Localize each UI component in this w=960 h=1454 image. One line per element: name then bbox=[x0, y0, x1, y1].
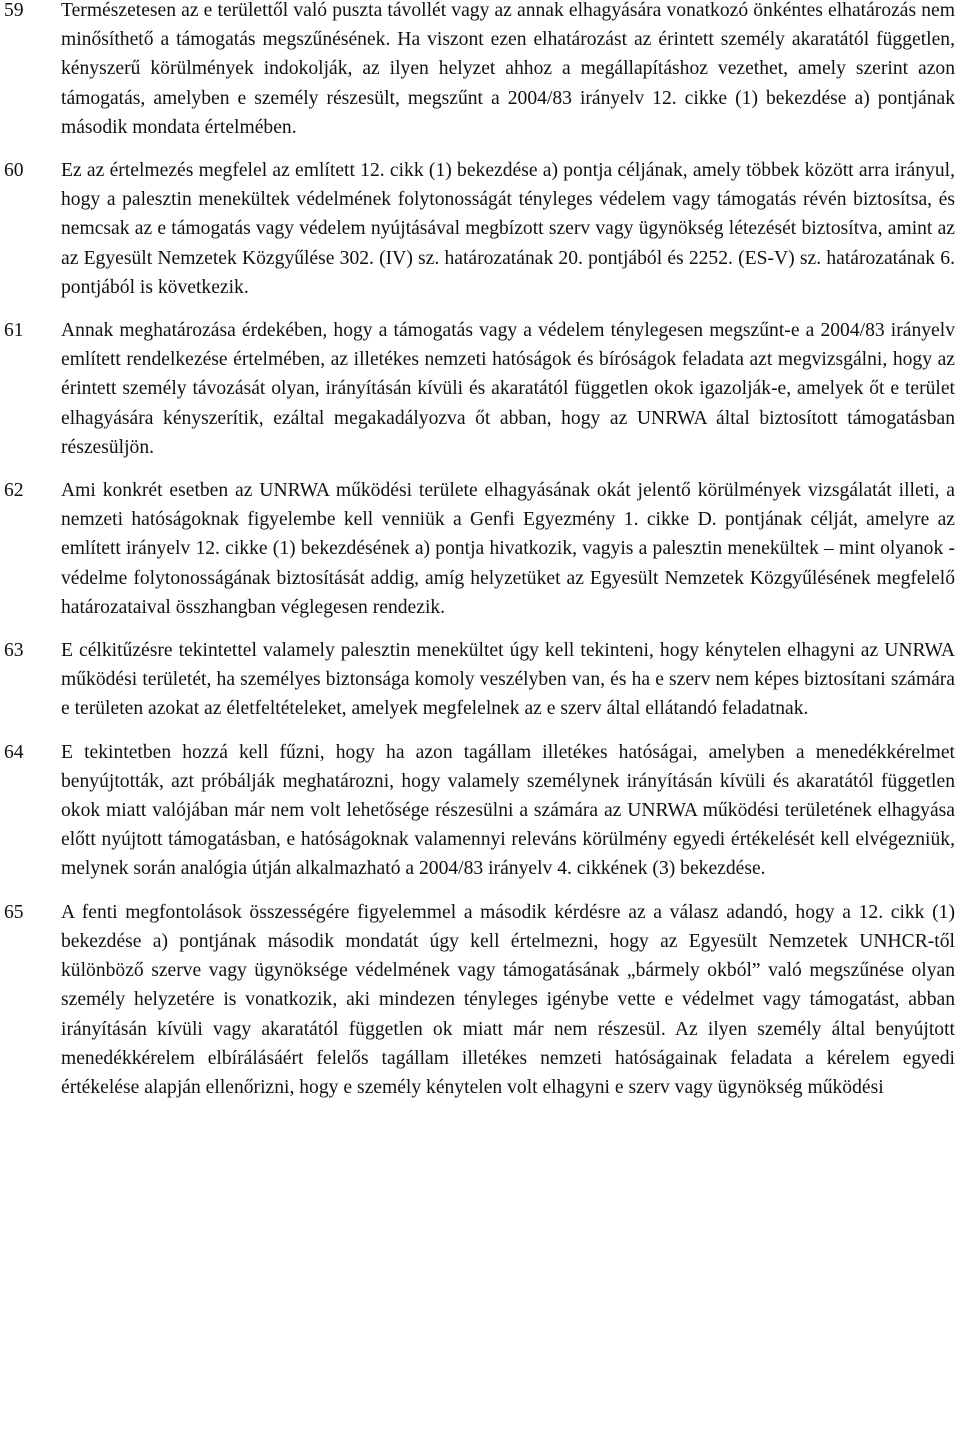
paragraph-text: A fenti megfontolások összességére figyelemmel a második kérdésre az a válasz adandó, hogy a 12. cikk (1) bekezdése a) pontjának második mondatát úgy kell értelmezni, hogy az Egyesült Nemzetek UNHCR-től különböző szerve vagy ügynöksége védelmének vagy támogatásának „bármely okból” való megszűnése olyan személy helyzetére is vonatkozik, aki mindezen tényleges igénybe vette e védelmet vagy támogatást, abban irányításán kívüli vagy akaratától független ok miatt már nem részesül. Az ilyen személy által benyújtott menedékkérelem elbírálásáért felelős tagállam illetékes nemzeti hatóságainak feladata a kérelem egyedi értékelése alapján ellenőrizni, hogy e személy kénytelen volt elhagyni e szerv vagy ügynökség működési bbox=[61, 901, 955, 1098]
paragraph-text: E tekintetben hozzá kell fűzni, hogy ha azon tagállam illetékes hatóságai, amelyben a menedékkérelmet benyújtották, azt próbálják meghatározni, hogy valamely személynek irányításán kívüli és akaratától független okok miatt valójában már nem volt lehetősége részesülni a számára az UNRWA működési területének elhagyása előtt nyújtott támogatásban, e hatóságoknak valamennyi releváns körülmény egyedi értékelését kell elvégezniük, melynek során analógia útján alkalmazható a 2004/83 irányelv 4. cikkének (3) bekezdése. bbox=[61, 741, 955, 880]
paragraph-number: 60 bbox=[4, 160, 24, 182]
paragraph-59 bbox=[0, 0, 960, 142]
paragraph-61 bbox=[0, 316, 960, 462]
paragraph-number: 63 bbox=[4, 640, 24, 662]
paragraph-text: Természetesen az e területtől való puszta távollét vagy az annak elhagyására vonatkozó önkéntes elhatározás nem minősíthető a támogatás megszűnésének. Ha viszont ezen elhatározást az érintett személy akaratától független, kényszerű körülmények indokolják, az ilyen helyzet ahhoz a megállapításhoz vezethet, amely szerint azon támogatás, amelyben e személy részesült, megszűnt a 2004/83 irányelv 12. cikke (1) bekezdése a) pontjának második mondata értelmében. bbox=[61, 0, 955, 138]
paragraph-64 bbox=[0, 738, 960, 884]
paragraph-number: 62 bbox=[4, 480, 24, 502]
paragraph-number: 64 bbox=[4, 741, 24, 763]
paragraph-text: E célkitűzésre tekintettel valamely palesztin menekültet úgy kell tekinteni, hogy kénytelen elhagyni az UNRWA működési területét, ha személyes biztonsága komoly veszélyben van, és ha e szerv nem képes biztosítani számára e területen azokat az életfeltételeket, amelyek megfelelnek az e szerv által ellátandó feladatnak. bbox=[61, 640, 955, 720]
paragraph-text: Annak meghatározása érdekében, hogy a támogatás vagy a védelem ténylegesen megszűnt-e a 2004/83 irányelv említett rendelkezése értelmében, az illetékes nemzeti hatóságok és bíróságok feladata azt megvizsgálni, hogy az érintett személy távozását olyan, irányításán kívüli és akaratától független okok igazolják-e, amelyek őt e terület elhagyására kényszerítik, ezáltal megakadályozva őt abban, hogy az UNRWA által biztosított támogatásban részesüljön. bbox=[61, 320, 955, 458]
paragraph-number: 61 bbox=[4, 320, 24, 342]
paragraph-63 bbox=[0, 636, 960, 724]
paragraph-text: Ez az értelmezés megfelel az említett 12. cikk (1) bekezdése a) pontja céljának, amely többek között arra irányul, hogy a palesztin menekültek védelmének folytonosságát tényleges védelem vagy támogatás révén biztosítsa, és nemcsak az e támogatás vagy védelem nyújtásával megbízott szerv vagy ügynökség létezését biztosítva, amint az az Egyesült Nemzetek Közgyűlése 302. (IV) sz. határozatának 20. pontjából és 2252. (ES-V) sz. határozatának 6. pontjából is következik. bbox=[61, 160, 955, 298]
paragraph-62 bbox=[0, 476, 960, 622]
paragraph-60 bbox=[0, 156, 960, 302]
paragraph-65 bbox=[0, 898, 960, 1102]
paragraph-text: Ami konkrét esetben az UNRWA működési területe elhagyásának okát jelentő körülmények vizsgálatát illeti, a nemzeti hatóságoknak figyelembe kell venniük a Genfi Egyezmény 1. cikke D. pontjának célját, amelyre az említett irányelv 12. cikke (1) bekezdésének a) pontja hivatkozik, vagyis a palesztin menekültek – mint olyanok - védelme folytonosságának biztosítását addig, amíg helyzetüket az Egyesült Nemzetek Közgyűlésének megfelelő határozataival összhangban véglegesen rendezik. bbox=[61, 480, 955, 618]
paragraph-number: 59 bbox=[4, 0, 24, 21]
paragraph-number: 65 bbox=[4, 901, 24, 923]
